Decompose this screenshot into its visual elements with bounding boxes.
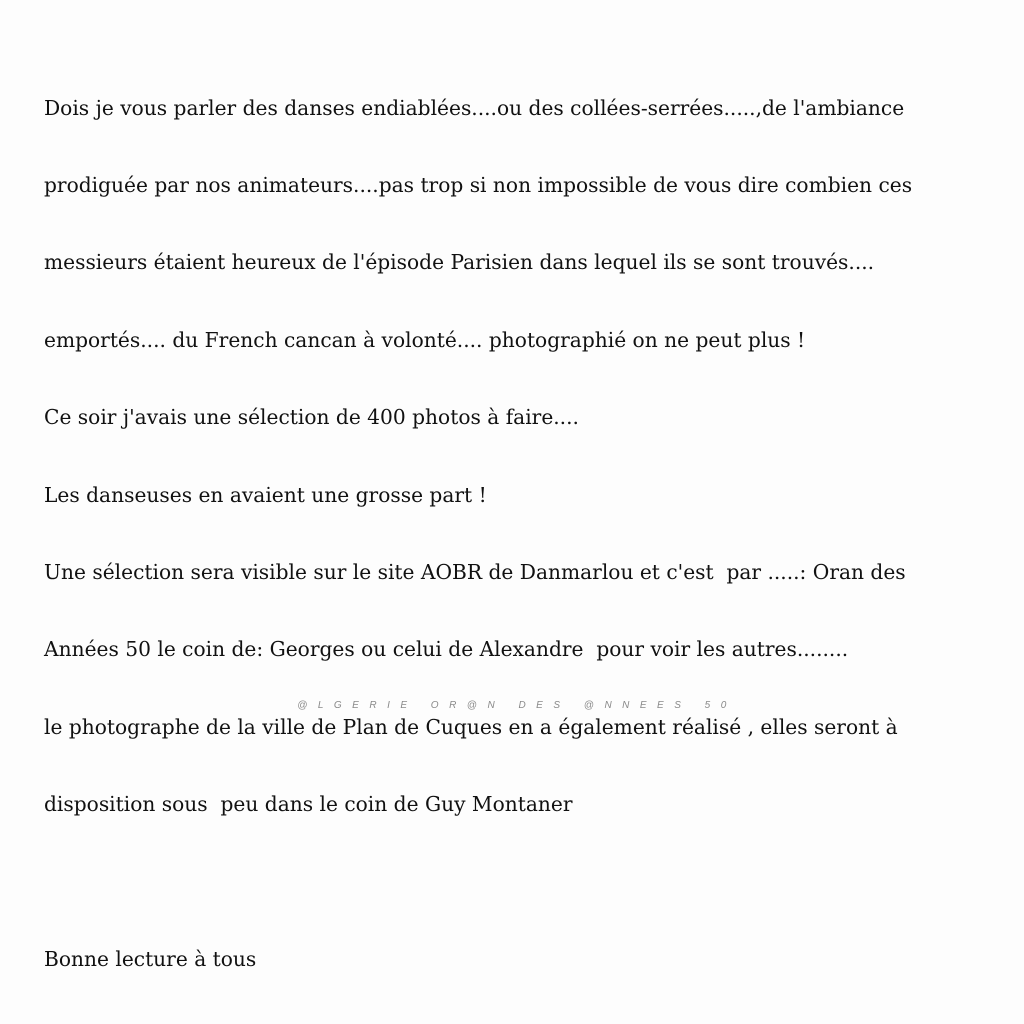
blank-line [44,870,1004,896]
closing-line: Bonne lecture à tous [44,946,257,971]
body-text [44,44,1004,1024]
text-line: prodiguée par nos animateurs....pas trop si non impossible de vous dire combien ces [44,172,913,197]
text-line: le photographe de la ville de Plan de Cuques en a également réalisé , elles seront à [44,714,898,739]
text-line: messieurs étaient heureux de l'épisode Parisien dans lequel ils se sont trouvés.... [44,250,875,275]
page-footer: @LGERIE OR@N DES @NNEES 50 [297,700,737,711]
text-line: Les danseuses en avaient une grosse part ! [44,482,487,507]
text-line: Dois je vous parler des danses endiablées....ou des collées-serrées.....,de l'ambiance [44,95,905,120]
text-line: Années 50 le coin de: Georges ou celui de Alexandre pour voir les autres........ [44,637,849,662]
text-line: Une sélection sera visible sur le site AOBR de Danmarlou et c'est par .....: Oran des [44,559,906,584]
text-line: emportés.... du French cancan à volonté.... photographié on ne peut plus ! [44,327,806,352]
text-line: disposition sous peu dans le coin de Guy Montaner [44,792,573,817]
text-line: Ce soir j'avais une sélection de 400 photos à faire.... [44,405,579,430]
